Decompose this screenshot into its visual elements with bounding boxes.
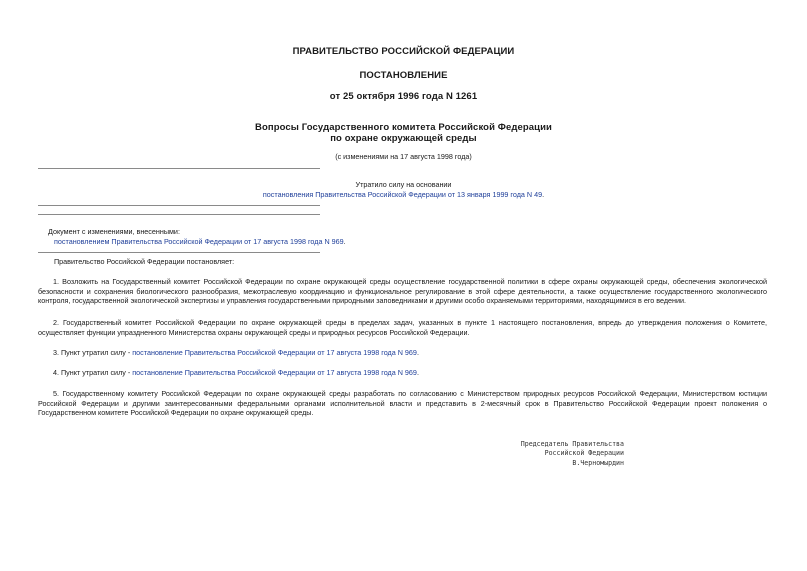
- document-type: ПОСТАНОВЛЕНИЕ: [359, 70, 448, 81]
- document-title-line2: по охране окружающей среды: [330, 133, 477, 144]
- divider: [38, 252, 320, 253]
- amendments-label: Документ с изменениями, внесенными:: [48, 227, 180, 236]
- paragraph-3: 3. Пункт утратил силу - постановление Правительства Российской Федерации от 17 августа 1998 года N 969.: [53, 348, 419, 357]
- signature-block: [480, 440, 624, 468]
- paragraph-2: 2. Государственный комитет Российской Федерации по охране окружающей среды в пределах задач, указанных в пункте 1 настоящего постановления, впредь до утверждения положения о Комитете, осуществляет функции упраздненного Министерства охраны окружающей среды и природных ресурсов Российской Федерации.: [38, 318, 767, 337]
- paragraph-5: 5. Государственному комитету Российской Федерации по охране окружающей среды разработать по согласованию с Министерством природных ресурсов Российской Федерации, Министерством юстиции Российской Федерации и другими заинтересованными федеральными органами исполнительной власти и представить в 2-месячный срок в Правительство Российской Федерации проект положения о Государственном комитете Российской Федерации по охране окружающей среды.: [38, 389, 767, 418]
- lost-force-link[interactable]: постановления Правительства Российской Федерации от 13 января 1999 года N 49: [262, 190, 543, 199]
- signature-position: Председатель Правительства: [520, 440, 624, 448]
- signature-organization: Российской Федерации: [544, 449, 624, 458]
- paragraph-4-link[interactable]: постановление Правительства Российской Федерации от 17 августа 1998 года N 969: [132, 368, 417, 377]
- amendments-link[interactable]: постановлением Правительства Российской Федерации от 17 августа 1998 года N 969: [54, 237, 344, 246]
- paragraph-1: 1. Возложить на Государственный комитет Российской Федерации по охране окружающей среды осуществление государственной политики в сфере охраны окружающей среды, обеспечения экологической безопасности и сохранения биологического разнообразия, межотраслевую координацию и функциональное регулирование в этой сфере деятельности, а также осуществление государственного экологического контроля, государственной экологической экспертизы и управления государственными природными заповедниками и другими особо охраняемыми территориями, находящимися в его ведении.: [38, 277, 767, 306]
- amendments-reference: постановлением Правительства Российской Федерации от 17 августа 1998 года N 969.: [54, 237, 346, 246]
- paragraph-4: 4. Пункт утратил силу - постановление Правительства Российской Федерации от 17 августа 1998 года N 969.: [53, 368, 419, 377]
- changes-note: (с изменениями на 17 августа 1998 года): [335, 152, 472, 161]
- divider: [38, 205, 320, 206]
- divider: [38, 214, 320, 215]
- document-title-line1: Вопросы Государственного комитета Российской Федерации: [255, 122, 552, 133]
- divider: [38, 168, 320, 169]
- government-heading: ПРАВИТЕЛЬСТВО РОССИЙСКОЙ ФЕДЕРАЦИИ: [292, 46, 515, 57]
- document-date-number: от 25 октября 1996 года N 1261: [329, 91, 478, 102]
- signature-name: В.Черномырдин: [572, 458, 624, 467]
- lost-force-reference: постановления Правительства Российской Федерации от 13 января 1999 года N 49.: [262, 190, 545, 199]
- paragraph-3-link[interactable]: постановление Правительства Российской Федерации от 17 августа 1998 года N 969: [132, 348, 417, 357]
- intro-paragraph: Правительство Российской Федерации постановляет:: [54, 257, 235, 266]
- lost-force-text: Утратило силу на основании: [355, 180, 452, 189]
